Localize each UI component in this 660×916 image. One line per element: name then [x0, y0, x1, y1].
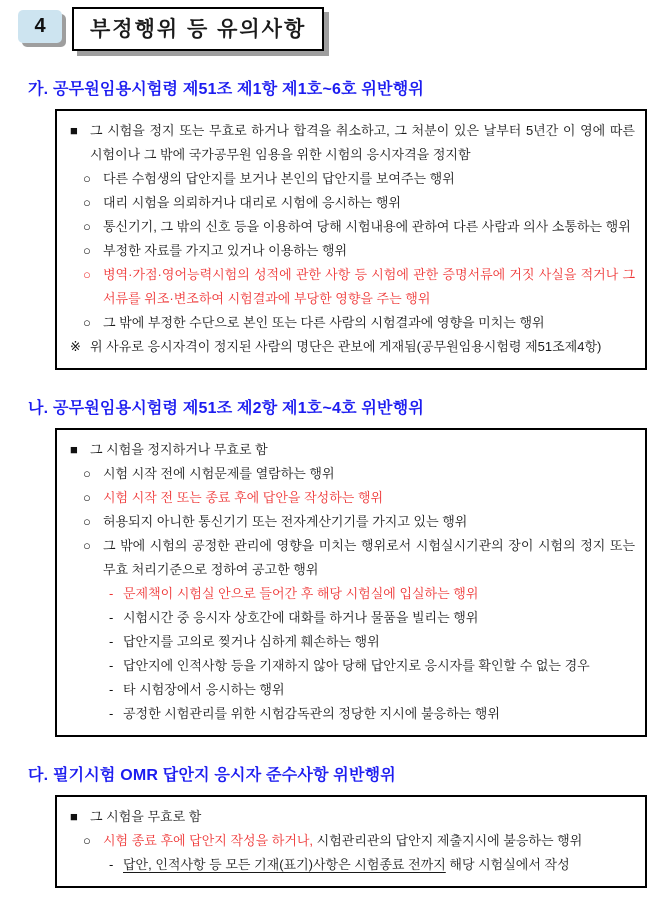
box-line: [70, 119, 635, 167]
box-line: [83, 486, 635, 510]
box-line: [83, 311, 635, 335]
line-text: [103, 829, 635, 853]
page-title-box: [72, 7, 324, 51]
content-box: [55, 795, 647, 888]
text-segment: 시험관리관의 답안지 제출지시에 불응하는 행위: [313, 833, 583, 848]
text-segment: 대리 시험을 의뢰하거나 대리로 시험에 응시하는 행위: [103, 195, 401, 210]
box-line: [83, 510, 635, 534]
line-marker: -: [109, 682, 114, 697]
text-segment: 위 사유로 응시자격이 정지된 사람의 명단은 관보에 게재됨(공무원임용시험령 제51조제4항): [90, 339, 602, 354]
line-marker: ■: [70, 809, 78, 824]
section-number: 4: [34, 15, 46, 37]
line-text: [123, 853, 635, 877]
content-box: [55, 109, 647, 370]
line-marker: ○: [83, 219, 91, 234]
section-heading: 다. 필기시험 OMR 답안지 응시자 준수사항 위반행위: [28, 767, 396, 784]
box-line: [83, 263, 635, 311]
line-marker: ○: [83, 514, 91, 529]
line-marker: -: [109, 706, 114, 721]
line-text: [123, 654, 635, 678]
text-segment: 공정한 시험관리를 위한 시험감독관의 정당한 지시에 불응하는 행위: [123, 706, 500, 721]
box-line: [70, 805, 635, 829]
line-text: [123, 630, 635, 654]
text-segment: 부정한 자료를 가지고 있거나 이용하는 행위: [103, 243, 348, 258]
line-marker: ■: [70, 442, 78, 457]
box-line: [109, 606, 635, 630]
text-segment: 그 시험을 정지하거나 무효로 함: [90, 442, 268, 457]
box-line: [109, 702, 635, 726]
box-line: [83, 534, 635, 582]
text-segment: 통신기기, 그 밖의 신호 등을 이용하여 당해 시험내용에 관하여 다른 사람과 의사 소통하는 행위: [103, 219, 631, 234]
text-segment: 시험 종료 후에 답안지 작성을 하거나,: [103, 833, 314, 848]
section-ga: [0, 76, 660, 370]
box-line: [83, 191, 635, 215]
line-text: [103, 534, 635, 582]
text-segment: 시험 시작 전 또는 종료 후에 답안을 작성하는 행위: [103, 490, 384, 505]
line-text: [103, 510, 635, 534]
line-marker: ※: [70, 339, 81, 354]
line-text: [123, 582, 635, 606]
line-text: [90, 438, 635, 462]
section-heading: 나. 공무원임용시험령 제51조 제2항 제1호~4호 위반행위: [28, 400, 425, 417]
line-marker: -: [109, 586, 114, 601]
text-segment: 답안지를 고의로 찢거나 심하게 훼손하는 행위: [123, 634, 380, 649]
text-segment: 시험 시작 전에 시험문제를 열람하는 행위: [103, 466, 335, 481]
line-marker: ○: [83, 538, 91, 553]
box-line: [109, 654, 635, 678]
line-marker: ○: [83, 315, 91, 330]
line-text: [103, 215, 635, 239]
line-text: [103, 486, 635, 510]
line-text: [103, 263, 635, 311]
box-line: [109, 630, 635, 654]
line-text: [90, 805, 635, 829]
page-title: 부정행위 등 유의사항: [90, 18, 307, 41]
line-text: [123, 678, 635, 702]
line-marker: ○: [83, 195, 91, 210]
text-segment: 허용되지 아니한 통신기기 또는 전자계산기기를 가지고 있는 행위: [103, 514, 468, 529]
line-marker: -: [109, 857, 114, 872]
text-segment: 해당 시험실에서 작성: [445, 857, 570, 872]
box-line: [83, 215, 635, 239]
box-line: [83, 239, 635, 263]
text-segment: 타 시험장에서 응시하는 행위: [123, 682, 285, 697]
line-marker: ○: [83, 833, 91, 848]
text-segment: 다른 수험생의 답안지를 보거나 본인의 답안지를 보여주는 행위: [103, 171, 455, 186]
box-line: [109, 853, 635, 877]
line-text: [103, 239, 635, 263]
box-line: [109, 678, 635, 702]
line-text: [123, 606, 635, 630]
section-number-badge: [18, 10, 62, 43]
line-marker: -: [109, 658, 114, 673]
line-text: [103, 191, 635, 215]
text-segment: 그 밖에 시험의 공정한 관리에 영향을 미치는 행위로서 시험실시기관의 장이 시험의 정지 또는 무효 처리기준으로 정하여 공고한 행위: [103, 538, 635, 577]
section-na: [0, 395, 660, 737]
text-segment: 답안지에 인적사항 등을 기재하지 않아 당해 답안지로 응시자를 확인할 수 없는 경우: [123, 658, 590, 673]
line-text: [90, 119, 635, 167]
line-marker: ○: [83, 466, 91, 481]
text-segment: 답안, 인적사항 등 모든 기재(표기)사항은 시험종료 전까지: [123, 857, 446, 872]
text-segment: 병역·가점·영어능력시험의 성적에 관한 사항 등 시험에 관한 증명서류에 거짓 사실을 적거나 그 서류를 위조·변조하여 시험결과에 부당한 영향을 주는 행위: [103, 267, 635, 306]
box-line: [70, 335, 635, 359]
line-text: [123, 702, 635, 726]
line-marker: ○: [83, 243, 91, 258]
line-text: [90, 335, 635, 359]
content-box: [55, 428, 647, 737]
line-marker: ○: [83, 171, 91, 186]
line-marker: ○: [83, 490, 91, 505]
line-marker: -: [109, 610, 114, 625]
line-marker: -: [109, 634, 114, 649]
line-text: [103, 462, 635, 486]
line-marker: ○: [83, 267, 91, 282]
box-line: [83, 829, 635, 853]
line-text: [103, 311, 635, 335]
box-line: [70, 438, 635, 462]
box-line: [109, 582, 635, 606]
line-text: [103, 167, 635, 191]
section-da: [0, 762, 660, 888]
line-marker: ■: [70, 123, 78, 138]
text-segment: 그 밖에 부정한 수단으로 본인 또는 다른 사람의 시험결과에 영향을 미치는 행위: [103, 315, 545, 330]
text-segment: 문제책이 시험실 안으로 들어간 후 해당 시험실에 입실하는 행위: [123, 586, 479, 601]
section-heading: 가. 공무원임용시험령 제51조 제1항 제1호~6호 위반행위: [28, 81, 425, 98]
text-segment: 그 시험을 무효로 함: [90, 809, 202, 824]
text-segment: 시험시간 중 응시자 상호간에 대화를 하거나 물품을 빌리는 행위: [123, 610, 479, 625]
box-line: [83, 462, 635, 486]
text-segment: 그 시험을 정지 또는 무효로 하거나 합격을 취소하고, 그 처분이 있은 날부터 5년간 이 영에 따른 시험이나 그 밖에 국가공무원 임용을 위한 시험의 응시자격을 정지함: [90, 123, 635, 162]
page-header: [18, 10, 660, 51]
box-line: [83, 167, 635, 191]
